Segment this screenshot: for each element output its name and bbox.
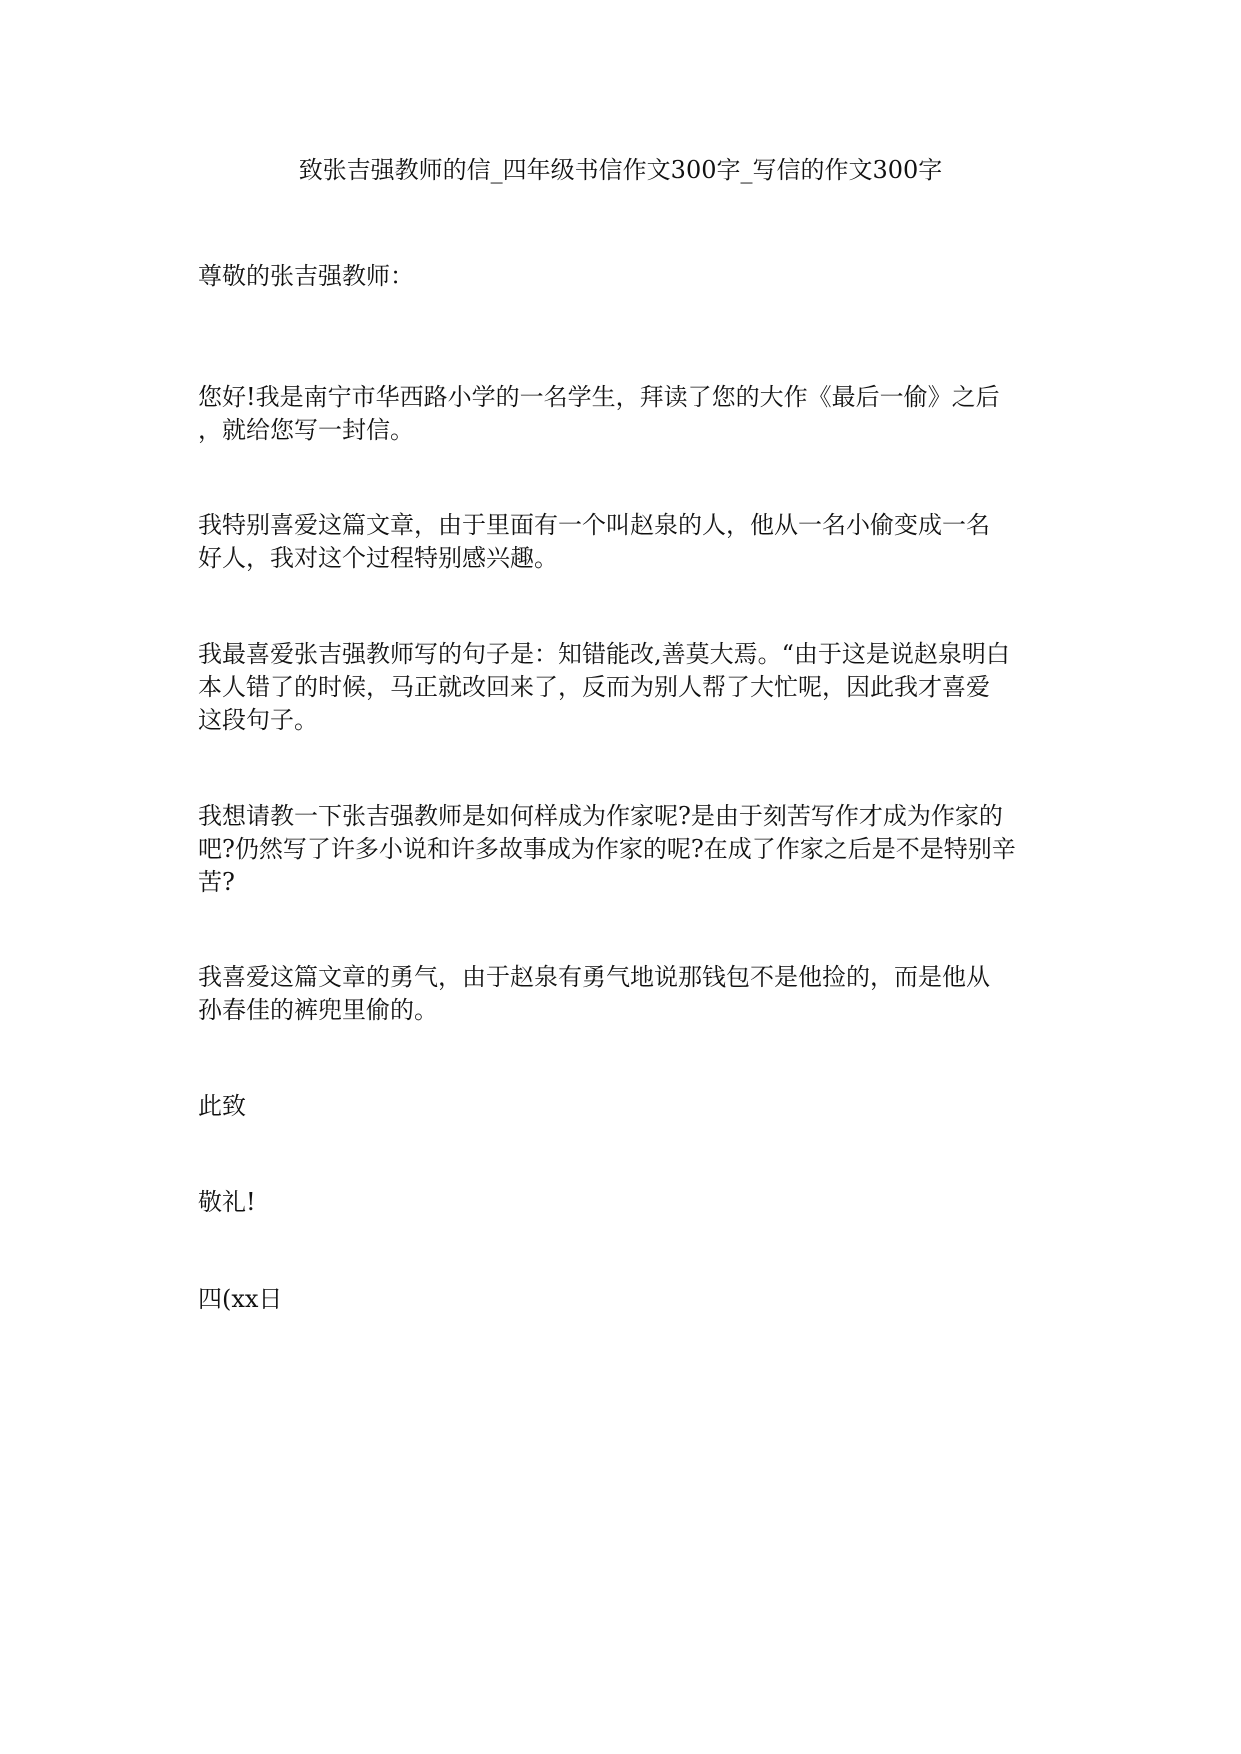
paragraph-line: 好人，我对这个过程特别感兴趣。	[198, 544, 558, 572]
closing-salutation	[198, 1090, 1058, 1123]
paragraph-line: 苦?	[198, 868, 235, 896]
paragraph-2	[198, 509, 1058, 575]
paragraph-line: 您好!我是南宁市华西路小学的一名学生，拜读了您的大作《最后一偷》之后	[198, 383, 1000, 411]
paragraph-line: 我最喜爱张吉强教师写的句子是：知错能改,善莫大焉。“由于这是说赵泉明白	[198, 640, 1010, 668]
paragraph-4	[198, 800, 1058, 899]
paragraph-line: 本人错了的时候，马正就改回来了，反而为别人帮了大忙呢，因此我才喜爱	[198, 673, 990, 701]
paragraph-line: 这段句子。	[198, 706, 318, 734]
closing-regards	[198, 1186, 1058, 1219]
paragraph-5	[198, 961, 1058, 1027]
closing-line: 此致	[198, 1092, 246, 1120]
paragraph-line: 我喜爱这篇文章的勇气，由于赵泉有勇气地说那钱包不是他捡的，而是他从	[198, 963, 990, 991]
paragraph-line: ，就给您写一封信。	[198, 416, 414, 444]
date-text: 四(xx日	[198, 1285, 283, 1313]
document-title: 致张吉强教师的信_四年级书信作文300字_写信的作文300字	[298, 156, 943, 184]
paragraph-line: 我特别喜爱这篇文章，由于里面有一个叫赵泉的人，他从一名小偷变成一名	[198, 511, 990, 539]
salutation-line: 尊敬的张吉强教师：	[198, 262, 414, 290]
paragraph-line: 吧?仍然写了许多小说和许多故事成为作家的呢?在成了作家之后是不是特别辛	[198, 835, 1016, 863]
paragraph-line: 我想请教一下张吉强教师是如何样成为作家呢?是由于刻苦写作才成为作家的	[198, 802, 1003, 830]
salutation	[198, 260, 1058, 293]
closing-line: 敬礼!	[198, 1188, 256, 1216]
paragraph-1	[198, 381, 1058, 447]
paragraph-3	[198, 638, 1058, 737]
paragraph-line: 孙春佳的裤兜里偷的。	[198, 996, 438, 1024]
date-line	[198, 1283, 1058, 1316]
